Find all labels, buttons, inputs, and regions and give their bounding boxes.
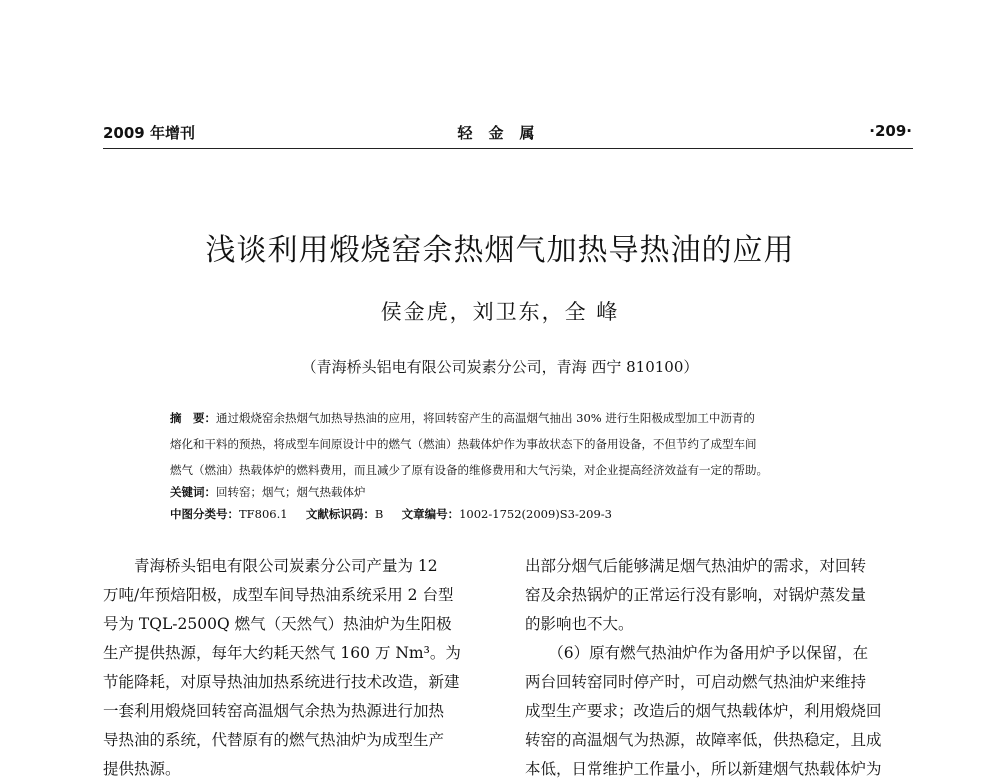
body-line: 出部分烟气后能够满足烟气热油炉的需求，对回转	[525, 557, 867, 575]
body-line: 成型生产要求；改造后的烟气热载体炉，利用煅烧回	[525, 702, 882, 720]
abstract-line	[170, 410, 755, 426]
clc-value: TF806.1	[239, 507, 288, 521]
article-number-value: 1002-1752(2009)S3-209-3	[459, 507, 612, 521]
abstract-label: 摘 要：	[170, 411, 216, 425]
page-number: ·209·	[869, 122, 912, 140]
article-number-label: 文章编号：	[401, 507, 460, 521]
body-line: 生产提供热源，每年大约耗天然气 160 万 Nm³。为	[103, 644, 461, 662]
keywords-text: 回转窑；烟气；烟气热载体炉	[216, 485, 366, 499]
classification-line	[170, 506, 612, 522]
body-line: 转窑的高温烟气为热源，故障率低，供热稳定，且成	[525, 731, 882, 749]
journal-name: 轻金属	[457, 124, 551, 142]
header-rule	[103, 148, 913, 149]
body-line: 号为 TQL-2500Q 燃气（天然气）热油炉为生阳极	[103, 615, 452, 633]
body-line: 本低，日常维护工作量小，所以新建烟气热载体炉为	[525, 760, 882, 778]
journal-year-issue: 2009 年增刊	[103, 124, 195, 142]
clc-label: 中图分类号：	[170, 507, 239, 521]
body-line: 导热油的系统，代替原有的燃气热油炉为成型生产	[103, 731, 445, 749]
body-line: 万吨/年预焙阳极，成型车间导热油系统采用 2 台型	[103, 586, 454, 604]
body-line: 的影响也不大。	[525, 615, 634, 633]
abstract-line: 熔化和干料的预热，将成型车间原设计中的燃气（燃油）热载体炉作为事故状态下的备用设备，不但节约了成型车间	[170, 437, 757, 451]
paper-title: 浅谈利用煅烧窑余热烟气加热导热油的应用	[205, 233, 795, 268]
keywords-line	[170, 484, 366, 500]
body-line: 青海桥头铝电有限公司炭素分公司产量为 12	[103, 557, 438, 575]
paper-affiliation: （青海桥头铝电有限公司炭素分公司，青海 西宁 810100）	[301, 358, 699, 376]
body-line: 窑及余热锅炉的正常运行没有影响，对锅炉蒸发量	[525, 586, 867, 604]
body-line: 一套利用煅烧回转窑高温烟气余热为热源进行加热	[103, 702, 445, 720]
abstract-text: 通过煅烧窑余热烟气加热导热油的应用，将回转窑产生的高温烟气抽出 30% 进行生阳极成型加工中沥青的	[216, 411, 755, 425]
doc-code-label: 文献标识码：	[305, 507, 375, 521]
paper-authors: 侯金虎，刘卫东，全 峰	[380, 300, 620, 324]
body-line: 节能降耗，对原导热油加热系统进行技术改造，新建	[103, 673, 460, 691]
keywords-label: 关键词：	[170, 485, 216, 499]
body-line: （6）原有燃气热油炉作为备用炉予以保留，在	[525, 644, 869, 662]
body-column-right	[525, 552, 915, 784]
body-column-left	[103, 552, 493, 784]
body-line: 提供热源。	[103, 760, 181, 778]
doc-code-value: B	[374, 507, 384, 521]
body-line: 两台回转窑同时停产时，可启动燃气热油炉来维持	[525, 673, 867, 691]
abstract-line: 燃气（燃油）热载体炉的燃料费用，而且减少了原有设备的维修费用和大气污染，对企业提高经济效益有一定的帮助。	[170, 463, 768, 477]
